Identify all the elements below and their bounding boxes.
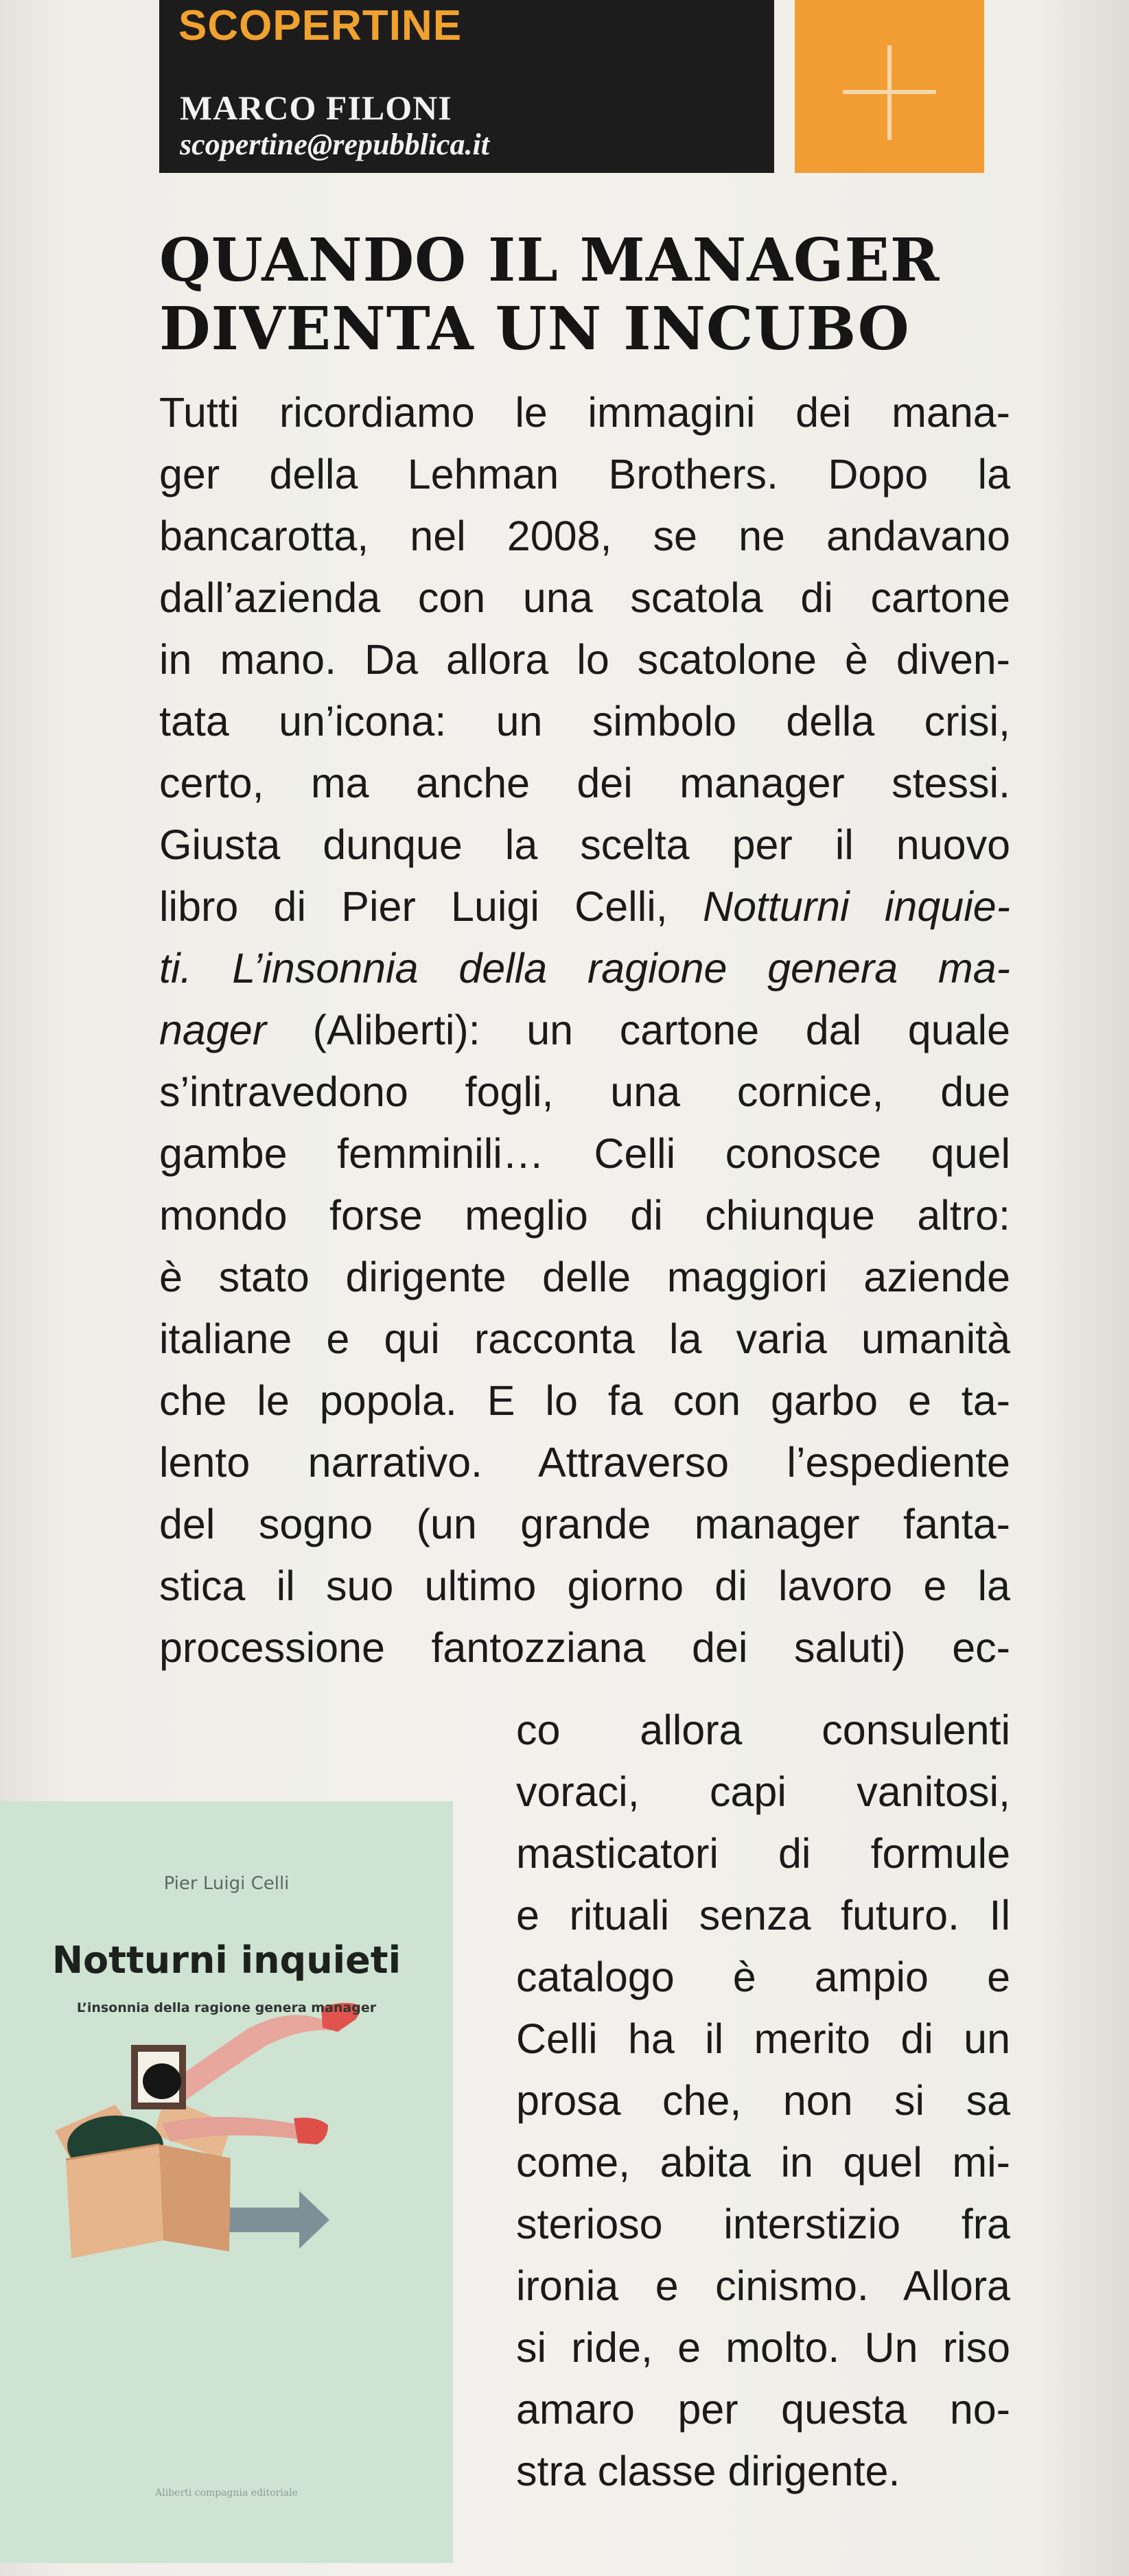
column-email: scopertine@repubblica.it: [180, 128, 489, 161]
body-line: del sogno (un grande manager fanta-: [159, 1501, 1010, 1547]
body-line: lento narrativo. Attraverso l’espediente: [159, 1439, 1010, 1486]
dark-head: [143, 2063, 181, 2099]
plus-box: [795, 0, 984, 173]
headline-line: DIVENTA UN INCUBO: [159, 294, 910, 364]
column-author: MARCO FILONI: [180, 89, 452, 127]
column-rubric: SCOPERTINE: [178, 2, 463, 49]
body-line: ti. L’insonnia della ragione genera ma-: [159, 945, 1010, 992]
arrow-head: [299, 2191, 329, 2249]
book-title-fragment: Notturni inquie-: [703, 883, 1010, 930]
body-line: è stato dirigente delle maggiori aziende: [159, 1254, 1010, 1300]
body-line: tata un’icona: un simbolo della crisi,: [159, 698, 1010, 745]
body-line: stra classe dirigente.: [516, 2448, 900, 2494]
body-line: Celli ha il merito di un: [516, 2015, 1010, 2062]
body-line: co allora consulenti: [516, 1707, 1010, 1753]
body-line: e rituali senza futuro. Il: [516, 1892, 1010, 1939]
body-line: come, abita in quel mi-: [516, 2139, 1010, 2186]
body-line: bancarotta, nel 2008, se ne andavano: [159, 513, 1010, 559]
box-front: [66, 2144, 163, 2258]
shoe-right: [294, 2118, 328, 2144]
cover-title: Notturni inquieti: [51, 1939, 401, 1982]
body-line: Tutti ricordiamo le immagini dei mana-: [159, 389, 1010, 436]
body-line: sterioso interstizio fra: [516, 2201, 1010, 2247]
body-line: s’intravedono fogli, una cornice, due: [159, 1068, 1010, 1115]
body-line: [159, 876, 1010, 937]
article-headline: [159, 226, 1003, 364]
body-line: ger della Lehman Brothers. Dopo la: [159, 451, 1010, 497]
cover-author: Pier Luigi Celli: [163, 1873, 290, 1894]
body-line: masticatori di formule: [516, 1830, 1010, 1877]
body-fragment: (Aliberti): un cartone dal quale: [312, 1007, 1011, 1053]
body-line: [159, 999, 1010, 1061]
arrow-shaft: [226, 2208, 299, 2232]
body-line: italiane e qui racconta la varia umanità: [159, 1315, 1010, 1362]
leg-right: [162, 2117, 298, 2142]
body-line: catalogo è ampio e: [516, 1954, 1010, 2000]
body-fragment: libro di Pier Luigi Celli,: [159, 883, 668, 930]
headline-line: QUANDO IL MANAGER: [159, 226, 940, 295]
cover-illustration: [0, 1801, 453, 2563]
body-line: si ride, e molto. Un riso: [516, 2324, 1010, 2371]
body-line: che le popola. E lo fa con garbo e ta-: [159, 1377, 1010, 1424]
body-line: amaro per questa no-: [516, 2386, 1010, 2433]
article-body: [159, 382, 1010, 1678]
article-body-wrap: [516, 1699, 1010, 2502]
body-line: ironia e cinismo. Allora: [516, 2262, 1010, 2309]
body-line: processione fantozziana dei saluti) ec-: [159, 1624, 1010, 1671]
cover-subtitle: L’insonnia della ragione genera manager: [76, 2000, 377, 2015]
body-line: mondo forse meglio di chiunque altro:: [159, 1192, 1010, 1239]
book-title-fragment: nager: [159, 1007, 267, 1053]
plus-icon-stroke: [887, 45, 892, 140]
body-line: Giusta dunque la scelta per il nuovo: [159, 821, 1010, 868]
body-line: dall’azienda con una scatola di cartone: [159, 574, 1010, 621]
body-line: in mano. Da allora lo scatolone è diven-: [159, 636, 1010, 683]
body-line: gambe femminili… Celli conosce quel: [159, 1130, 1010, 1177]
body-line: voraci, capi vanitosi,: [516, 1768, 1010, 1815]
body-line: certo, ma anche dei manager stessi.: [159, 760, 1010, 806]
body-line: stica il suo ultimo giorno di lavoro e la: [159, 1562, 1010, 1609]
box-side: [159, 2144, 231, 2251]
cover-publisher: Aliberti compagnia editoriale: [155, 2487, 298, 2498]
book-cover: [0, 1801, 453, 2563]
body-line: prosa che, non si sa: [516, 2077, 1010, 2124]
